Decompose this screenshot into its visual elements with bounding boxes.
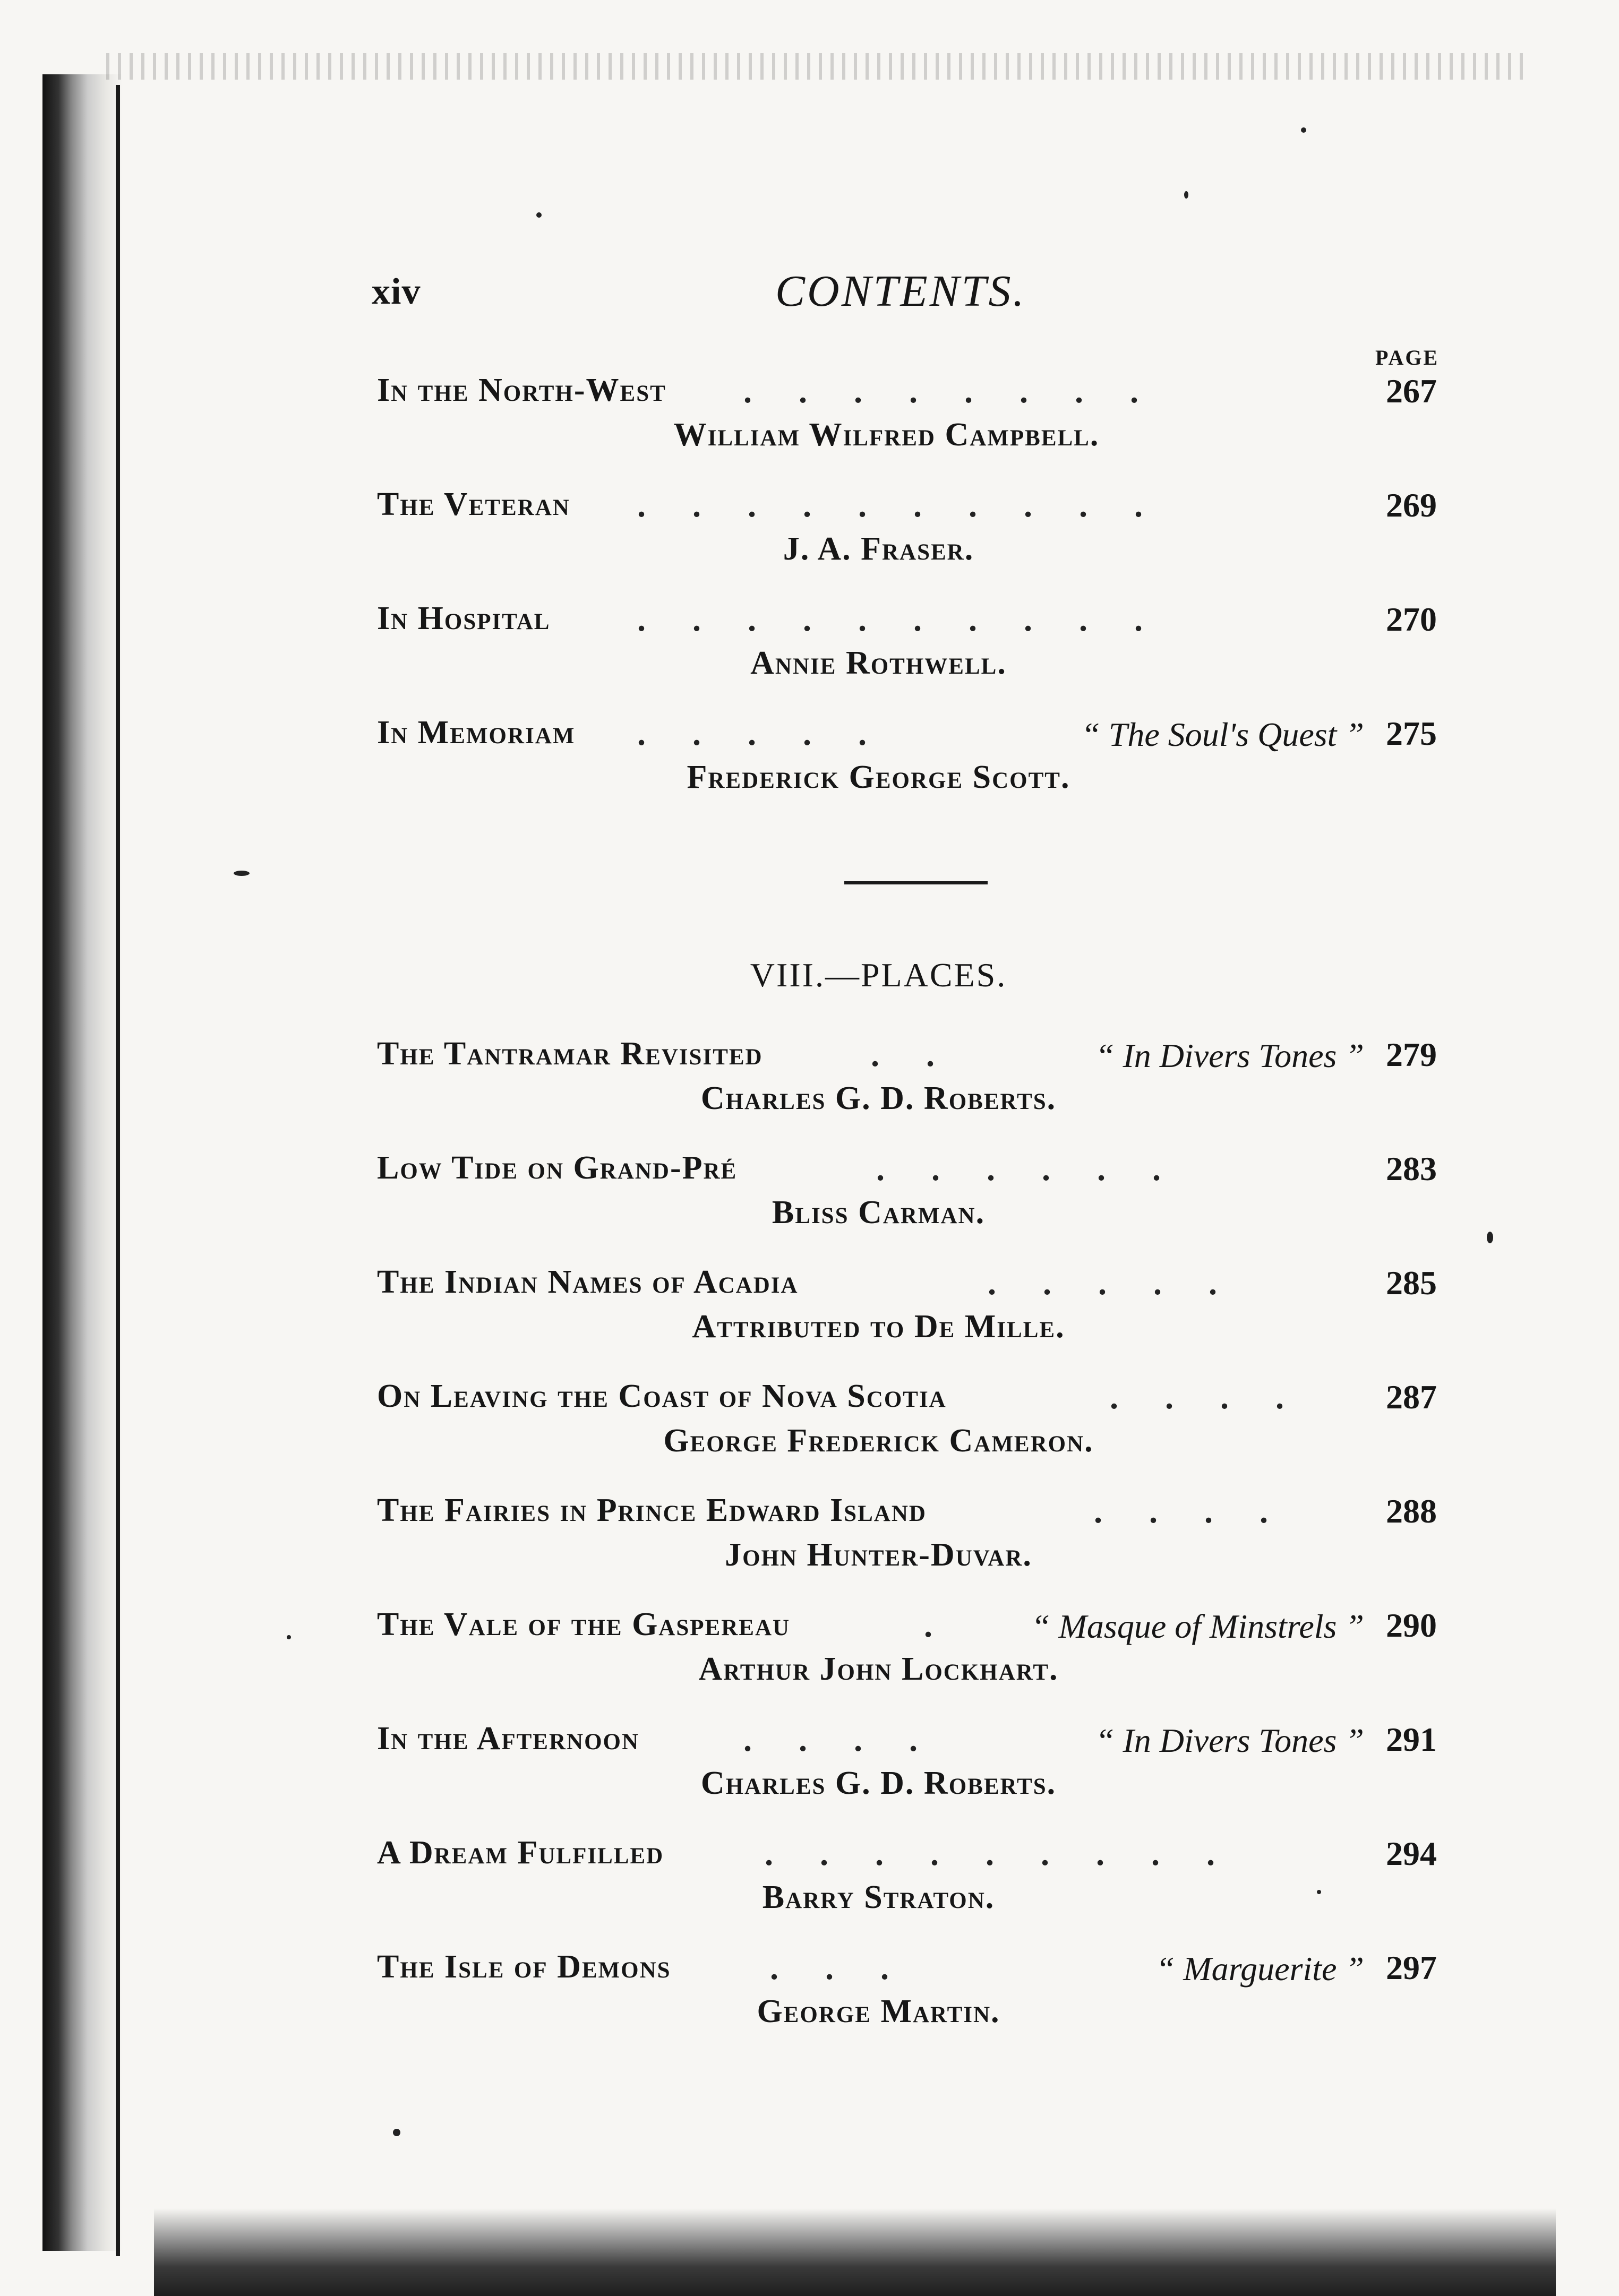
toc-entry: [0, 372, 1619, 478]
leader-dots: .: [924, 1606, 979, 1644]
toc-entry-title: In the North-West: [377, 372, 666, 408]
leader-dots: ........: [743, 372, 1185, 410]
toc-entry: [0, 1606, 1619, 1712]
toc-entry-author: George Martin.: [757, 1993, 1000, 2030]
leader-dots: ....: [743, 1721, 964, 1758]
toc-entry-author: Annie Rothwell.: [750, 645, 1007, 681]
leader-dots: ..........: [637, 486, 1189, 524]
leader-dots: .........: [765, 1835, 1262, 1872]
toc-entry-title: The Vale of the Gaspereau: [377, 1606, 791, 1643]
toc-entry: [0, 1720, 1619, 1826]
leader-dots: ......: [876, 1150, 1207, 1188]
toc-entry: [0, 1834, 1619, 1940]
leader-dots: .....: [637, 715, 913, 752]
toc-entry-page: 291: [1386, 1721, 1437, 1758]
toc-entry-page: 285: [1386, 1264, 1437, 1302]
toc-entry-author: Charles G. D. Roberts.: [700, 1080, 1057, 1116]
leader-dots: .....: [988, 1264, 1264, 1302]
toc-entry-author: J. A. Fraser.: [783, 531, 974, 567]
scan-speck: [1487, 1232, 1493, 1243]
toc-entry: [0, 1035, 1619, 1141]
section-divider: [844, 881, 988, 884]
toc-entry: [0, 600, 1619, 706]
toc-entry-title: In Memoriam: [377, 715, 576, 751]
toc-entry-page: 275: [1386, 715, 1437, 752]
page-bottom-edge: [154, 2208, 1556, 2296]
scan-speck: [287, 1635, 291, 1639]
running-title: CONTENTS.: [775, 266, 1026, 316]
toc-entry-title: The Tantramar Revisited: [377, 1036, 763, 1072]
toc-entry-page: 283: [1386, 1150, 1437, 1188]
toc-entry-title: In the Afternoon: [377, 1721, 640, 1757]
toc-entry: [0, 486, 1619, 592]
section-heading: VIII.—PLACES.: [750, 956, 1007, 994]
toc-entry-title: The Veteran: [377, 486, 570, 522]
toc-entry-author: John Hunter-Duvar.: [725, 1537, 1032, 1573]
toc-entry-page: 269: [1386, 486, 1437, 524]
page-top-edge: [106, 53, 1529, 80]
toc-entry: [0, 714, 1619, 820]
leader-dots: ...: [770, 1949, 936, 1987]
toc-entry-title: The Fairies in Prince Edward Island: [377, 1492, 927, 1528]
scan-speck: [1317, 1890, 1321, 1894]
toc-entry-title: In Hospital: [377, 600, 551, 637]
leader-dots: ..........: [637, 600, 1189, 638]
toc-entry-page: 270: [1386, 600, 1437, 638]
toc-entry-page: 290: [1386, 1606, 1437, 1644]
scan-speck: [1184, 191, 1188, 199]
toc-entry-title: Low Tide on Grand-Pré: [377, 1150, 738, 1186]
scan-speck: [1301, 127, 1306, 133]
toc-entry-source: “ In Divers Tones ”: [1095, 1037, 1364, 1074]
toc-entry-source: “ In Divers Tones ”: [1095, 1722, 1364, 1759]
toc-entry-title: The Indian Names of Acadia: [377, 1264, 799, 1300]
toc-entry: [0, 1948, 1619, 2054]
toc-entry-page: 288: [1386, 1492, 1437, 1530]
toc-entry-author: George Frederick Cameron.: [663, 1423, 1094, 1459]
toc-entry-source: “ Masque of Minstrels ”: [1031, 1607, 1364, 1645]
toc-entry-author: Arthur John Lockhart.: [698, 1651, 1059, 1687]
toc-entry-page: 287: [1386, 1378, 1437, 1416]
scan-speck: [393, 2129, 400, 2136]
toc-entry-title: The Isle of Demons: [377, 1949, 671, 1985]
toc-entry-page: 297: [1386, 1949, 1437, 1987]
leader-dots: ....: [1094, 1492, 1315, 1530]
toc-entry-source: “ Marguerite ”: [1155, 1950, 1364, 1988]
toc-entry-author: Frederick George Scott.: [687, 759, 1070, 795]
page-folio: xiv: [372, 271, 421, 312]
toc-entry-title: A Dream Fulfilled: [377, 1835, 664, 1871]
scan-speck: [536, 212, 542, 218]
toc-entry-author: Bliss Carman.: [772, 1194, 986, 1231]
toc-entry-page: 279: [1386, 1036, 1437, 1073]
toc-entry-author: William Wilfred Campbell.: [673, 417, 1100, 453]
page-column-label: PAGE: [1375, 346, 1440, 369]
toc-entry-author: Barry Straton.: [762, 1879, 995, 1915]
toc-entry-page: 294: [1386, 1835, 1437, 1872]
toc-entry-title: On Leaving the Coast of Nova Scotia: [377, 1378, 947, 1414]
toc-entry: [0, 1378, 1619, 1484]
scan-speck: [234, 871, 250, 876]
leader-dots: ..: [871, 1036, 981, 1073]
toc-entry-source: “ The Soul's Quest ”: [1081, 716, 1364, 753]
toc-entry: [0, 1263, 1619, 1370]
toc-entry: [0, 1149, 1619, 1256]
toc-entry-author: Charles G. D. Roberts.: [700, 1765, 1057, 1801]
toc-entry: [0, 1492, 1619, 1598]
toc-entry-author: Attributed to De Mille.: [692, 1309, 1065, 1345]
leader-dots: ....: [1110, 1378, 1331, 1416]
toc-entry-page: 267: [1386, 372, 1437, 410]
